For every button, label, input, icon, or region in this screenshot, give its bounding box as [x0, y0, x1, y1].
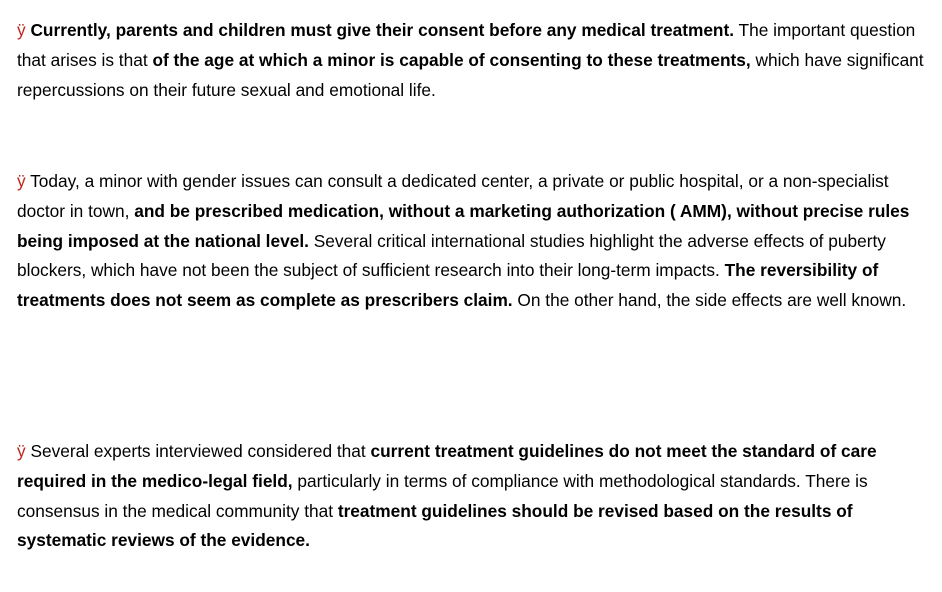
text-segment: which have significant repercussions on their future sexual and emotional life.: [17, 49, 924, 100]
bullet-icon: ÿ: [17, 441, 26, 461]
paragraph-medication: [17, 167, 935, 316]
text-segment: current treatment guidelines do not meet the standard of care required in the medico-legal field,: [17, 441, 877, 491]
text-segment: treatment guidelines should be revised based on the results of systematic reviews of the evidence.: [17, 500, 853, 551]
text-segment: particularly in terms of compliance with methodological standards. There is consensus in the medical community that: [17, 470, 868, 521]
text-segment: Currently, parents and children must give their consent before any medical treatment.: [30, 20, 735, 40]
text-segment: and be prescribed medication, without a marketing authorization ( AMM), without precise rules being imposed at the national level.: [17, 200, 910, 251]
text-segment: The reversibility of treatments does not seem as complete as prescribers claim.: [17, 260, 879, 311]
text-segment: The important question that arises is that: [17, 20, 916, 70]
bullet-icon: ÿ: [17, 171, 26, 191]
text-segment: of the age at which a minor is capable of consenting to these treatments,: [152, 49, 751, 70]
text-segment: Several experts interviewed considered that: [30, 441, 371, 461]
text-segment: Several critical international studies highlight the adverse effects of puberty blockers, which have not been the subject of sufficient research into their long-term impacts.: [17, 230, 886, 281]
bullet-icon: ÿ: [17, 20, 26, 40]
text-segment: Today, a minor with gender issues can consult a dedicated center, a private or public hospital, or a non-specialist doctor in town,: [17, 171, 889, 221]
paragraph-guidelines: [17, 437, 935, 556]
paragraph-consent: [17, 16, 935, 105]
text-segment: On the other hand, the side effects are well known.: [512, 290, 907, 311]
